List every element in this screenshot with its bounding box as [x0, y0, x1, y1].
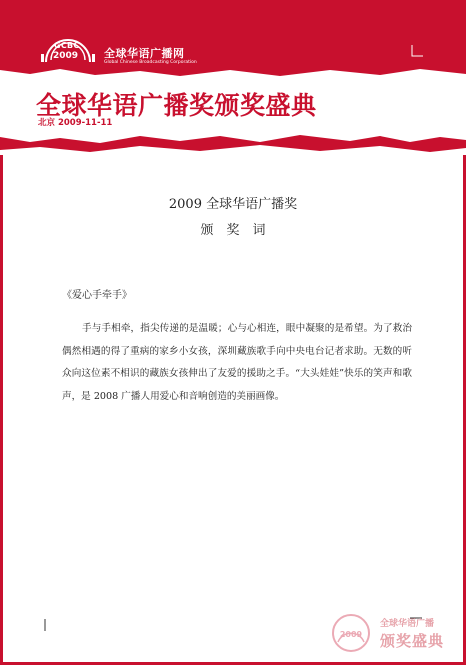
award-name: 《爱心手牵手》 — [62, 290, 132, 301]
network-name-en: Global Chinese Broadcasting Corporation — [104, 60, 197, 65]
corner-mark-icon — [44, 619, 56, 631]
logo-gcbc-text: GCBC — [54, 41, 80, 50]
ceremony-title: 全球华语广播奖颁奖盛典 — [36, 91, 317, 120]
gcbc-logo — [40, 30, 98, 66]
citation-paragraph: 手与手相牵，指尖传递的是温暖；心与心相连，眼中凝聚的是希望。为了救治偶然相遇的得了重病的家乡小女孩，深圳藏族歌手向中央电台记者求助。无数的听众向这位素不相识的藏族女孩伸出了友爱的援助之手。“大头娃娃”快乐的笑声和歌声，是 2008 广播人用爱心和音响创造的美丽画像。 — [62, 323, 412, 402]
footer-logo-year: 2009 — [339, 630, 363, 639]
header-banner — [0, 0, 466, 160]
corner-mark-icon — [411, 45, 423, 57]
footer-logo-icon — [330, 612, 372, 654]
document-title: 2009 全球华语广播奖 — [168, 197, 298, 212]
ceremony-location-date: 北京 2009-11-11 — [38, 118, 113, 128]
document-subtitle: 颁奖词 — [200, 223, 279, 238]
logo-year-text: 2009 — [53, 51, 79, 61]
footer-title-line1: 全球华语广播 — [380, 619, 435, 629]
footer-title-line2: 颁奖盛典 — [380, 632, 445, 650]
torn-white-strip — [0, 0, 466, 160]
network-name-cn: 全球华语广播网 — [104, 47, 185, 60]
